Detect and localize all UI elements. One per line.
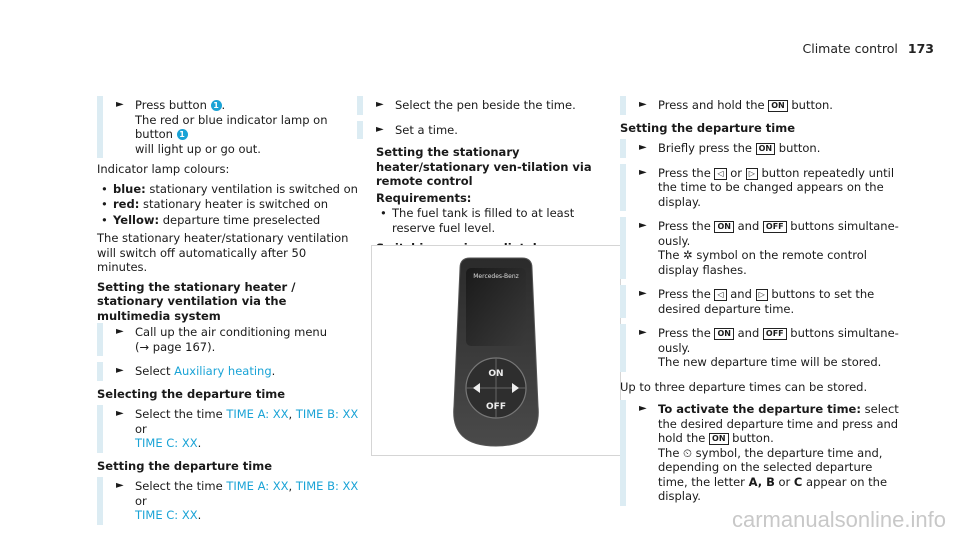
section-title: Climate control [802, 41, 898, 56]
step-arrow-icon: ► [116, 365, 124, 376]
page-number: 173 [907, 41, 934, 56]
heading-setting: Setting the departure time [97, 458, 273, 473]
heading-selecting: Selecting the departure time [97, 386, 286, 401]
step-arrow-icon: ► [376, 123, 384, 135]
column-3 [620, 98, 905, 510]
column-1 [97, 98, 359, 529]
step-arrows-repeat: ► Press the ◁ or ▷ button repeatedly until the time to be changed appears on the display. [620, 166, 905, 210]
right-key-icon: ▷ [756, 289, 768, 301]
remote-off-label: OFF [486, 402, 506, 412]
on-key-icon: ON [709, 433, 729, 445]
step-arrow-icon: ► [116, 326, 124, 337]
step-select-pen: ► Select the pen beside the time. [357, 98, 619, 113]
on-key-icon: ON [714, 221, 734, 233]
page-header [803, 42, 935, 57]
callout-1-icon: 1 [177, 129, 188, 140]
step-select-time: ► Select the time TIME A: XX, TIME B: XX or TIME C: XX. [97, 407, 359, 451]
remote-brand-label: Mercedes-Benz [473, 273, 519, 280]
step-brief-press: ► Briefly press the ON button. [620, 141, 905, 156]
remote-control-image [372, 246, 620, 455]
off-key-icon: OFF [763, 221, 787, 233]
step-activate: ► To activate the departure time: select the desired departure time and press and hold the ON button. The ⏲ symbol, the departure time and, depending on the selected departure time, the letter A, B or C appear on the display. [620, 402, 905, 504]
step-press-button: ► Press button 1 . The red or blue indicator lamp on button 1 will light up or go out. [97, 98, 359, 156]
on-key-icon: ON [768, 100, 788, 112]
step-set-time: ► Set a time. [357, 123, 619, 138]
step-select-aux: ► Select Auxiliary heating. [97, 364, 359, 379]
step-on-off-simul: ► Press the ON and OFF buttons simultane-ously. The ✲ symbol on the remote control display flashes. [620, 219, 905, 277]
step-menu: ► Call up the air conditioning menu (→ page 167). [97, 325, 359, 354]
step-arrow-icon: ► [116, 99, 124, 110]
column-2 [357, 98, 619, 258]
step-arrow-icon: ► [639, 403, 647, 414]
clock-symbol-icon: ⏲ [683, 445, 693, 460]
lamp-item: • Yellow: departure time preselected [101, 212, 321, 227]
step-bar [97, 96, 103, 158]
step-press-hold-on: ► Press and hold the ON button. [620, 98, 905, 113]
on-key-icon: ON [756, 143, 776, 155]
requirements-label: Requirements: [376, 190, 472, 205]
fan-symbol-icon: ✲ [683, 248, 693, 262]
left-key-icon: ◁ [714, 168, 726, 180]
step-arrow-icon: ► [639, 327, 647, 338]
requirement-item: • The fuel tank is filled to at least reserve fuel level. [380, 206, 575, 235]
step-arrow-icon: ► [639, 142, 647, 153]
off-key-icon: OFF [763, 328, 787, 340]
callout-1-icon: 1 [211, 100, 222, 111]
step-arrow-icon: ► [116, 480, 124, 491]
step-select-time-2: ► Select the time TIME A: XX, TIME B: XX or TIME C: XX. [97, 479, 359, 523]
lamp-item: • red: stationary heater is switched on [101, 197, 329, 211]
heading-departure: Setting the departure time [620, 120, 796, 135]
step-arrow-icon: ► [639, 288, 647, 299]
right-key-icon: ▷ [746, 168, 758, 180]
aux-heating-link: Auxiliary heating [174, 364, 272, 378]
step-arrow-icon: ► [639, 99, 647, 110]
step-arrow-icon: ► [116, 408, 124, 419]
step-arrow-icon: ► [639, 220, 647, 231]
heading-remote: Setting the stationary heater/stationary ven-tilation via remote control [376, 145, 592, 188]
lamp-item: • blue: stationary ventilation is switched on [101, 181, 358, 196]
left-key-icon: ◁ [714, 289, 726, 301]
step-on-off-store: ► Press the ON and OFF buttons simultane-ously. The new departure time will be stored. [620, 326, 905, 370]
auto-off-text: The stationary heater/stationary ventilation will switch off automatically after 50 minutes. [97, 231, 349, 274]
on-key-icon: ON [714, 328, 734, 340]
remote-control-figure [371, 245, 621, 456]
step-arrow-icon: ► [639, 166, 647, 178]
lamp-intro: Indicator lamp colours: [97, 162, 230, 176]
three-times-text: Up to three departure times can be stored. [620, 379, 868, 394]
watermark: carmanualsonline.info [731, 506, 946, 532]
heading-multimedia: Setting the stationary heater / stationary ventilation via the multimedia system [97, 279, 296, 323]
step-arrow-icon: ► [376, 99, 384, 110]
step-arrows-set: ► Press the ◁ and ▷ buttons to set the desired departure time. [620, 287, 905, 316]
remote-on-label: ON [488, 369, 504, 379]
